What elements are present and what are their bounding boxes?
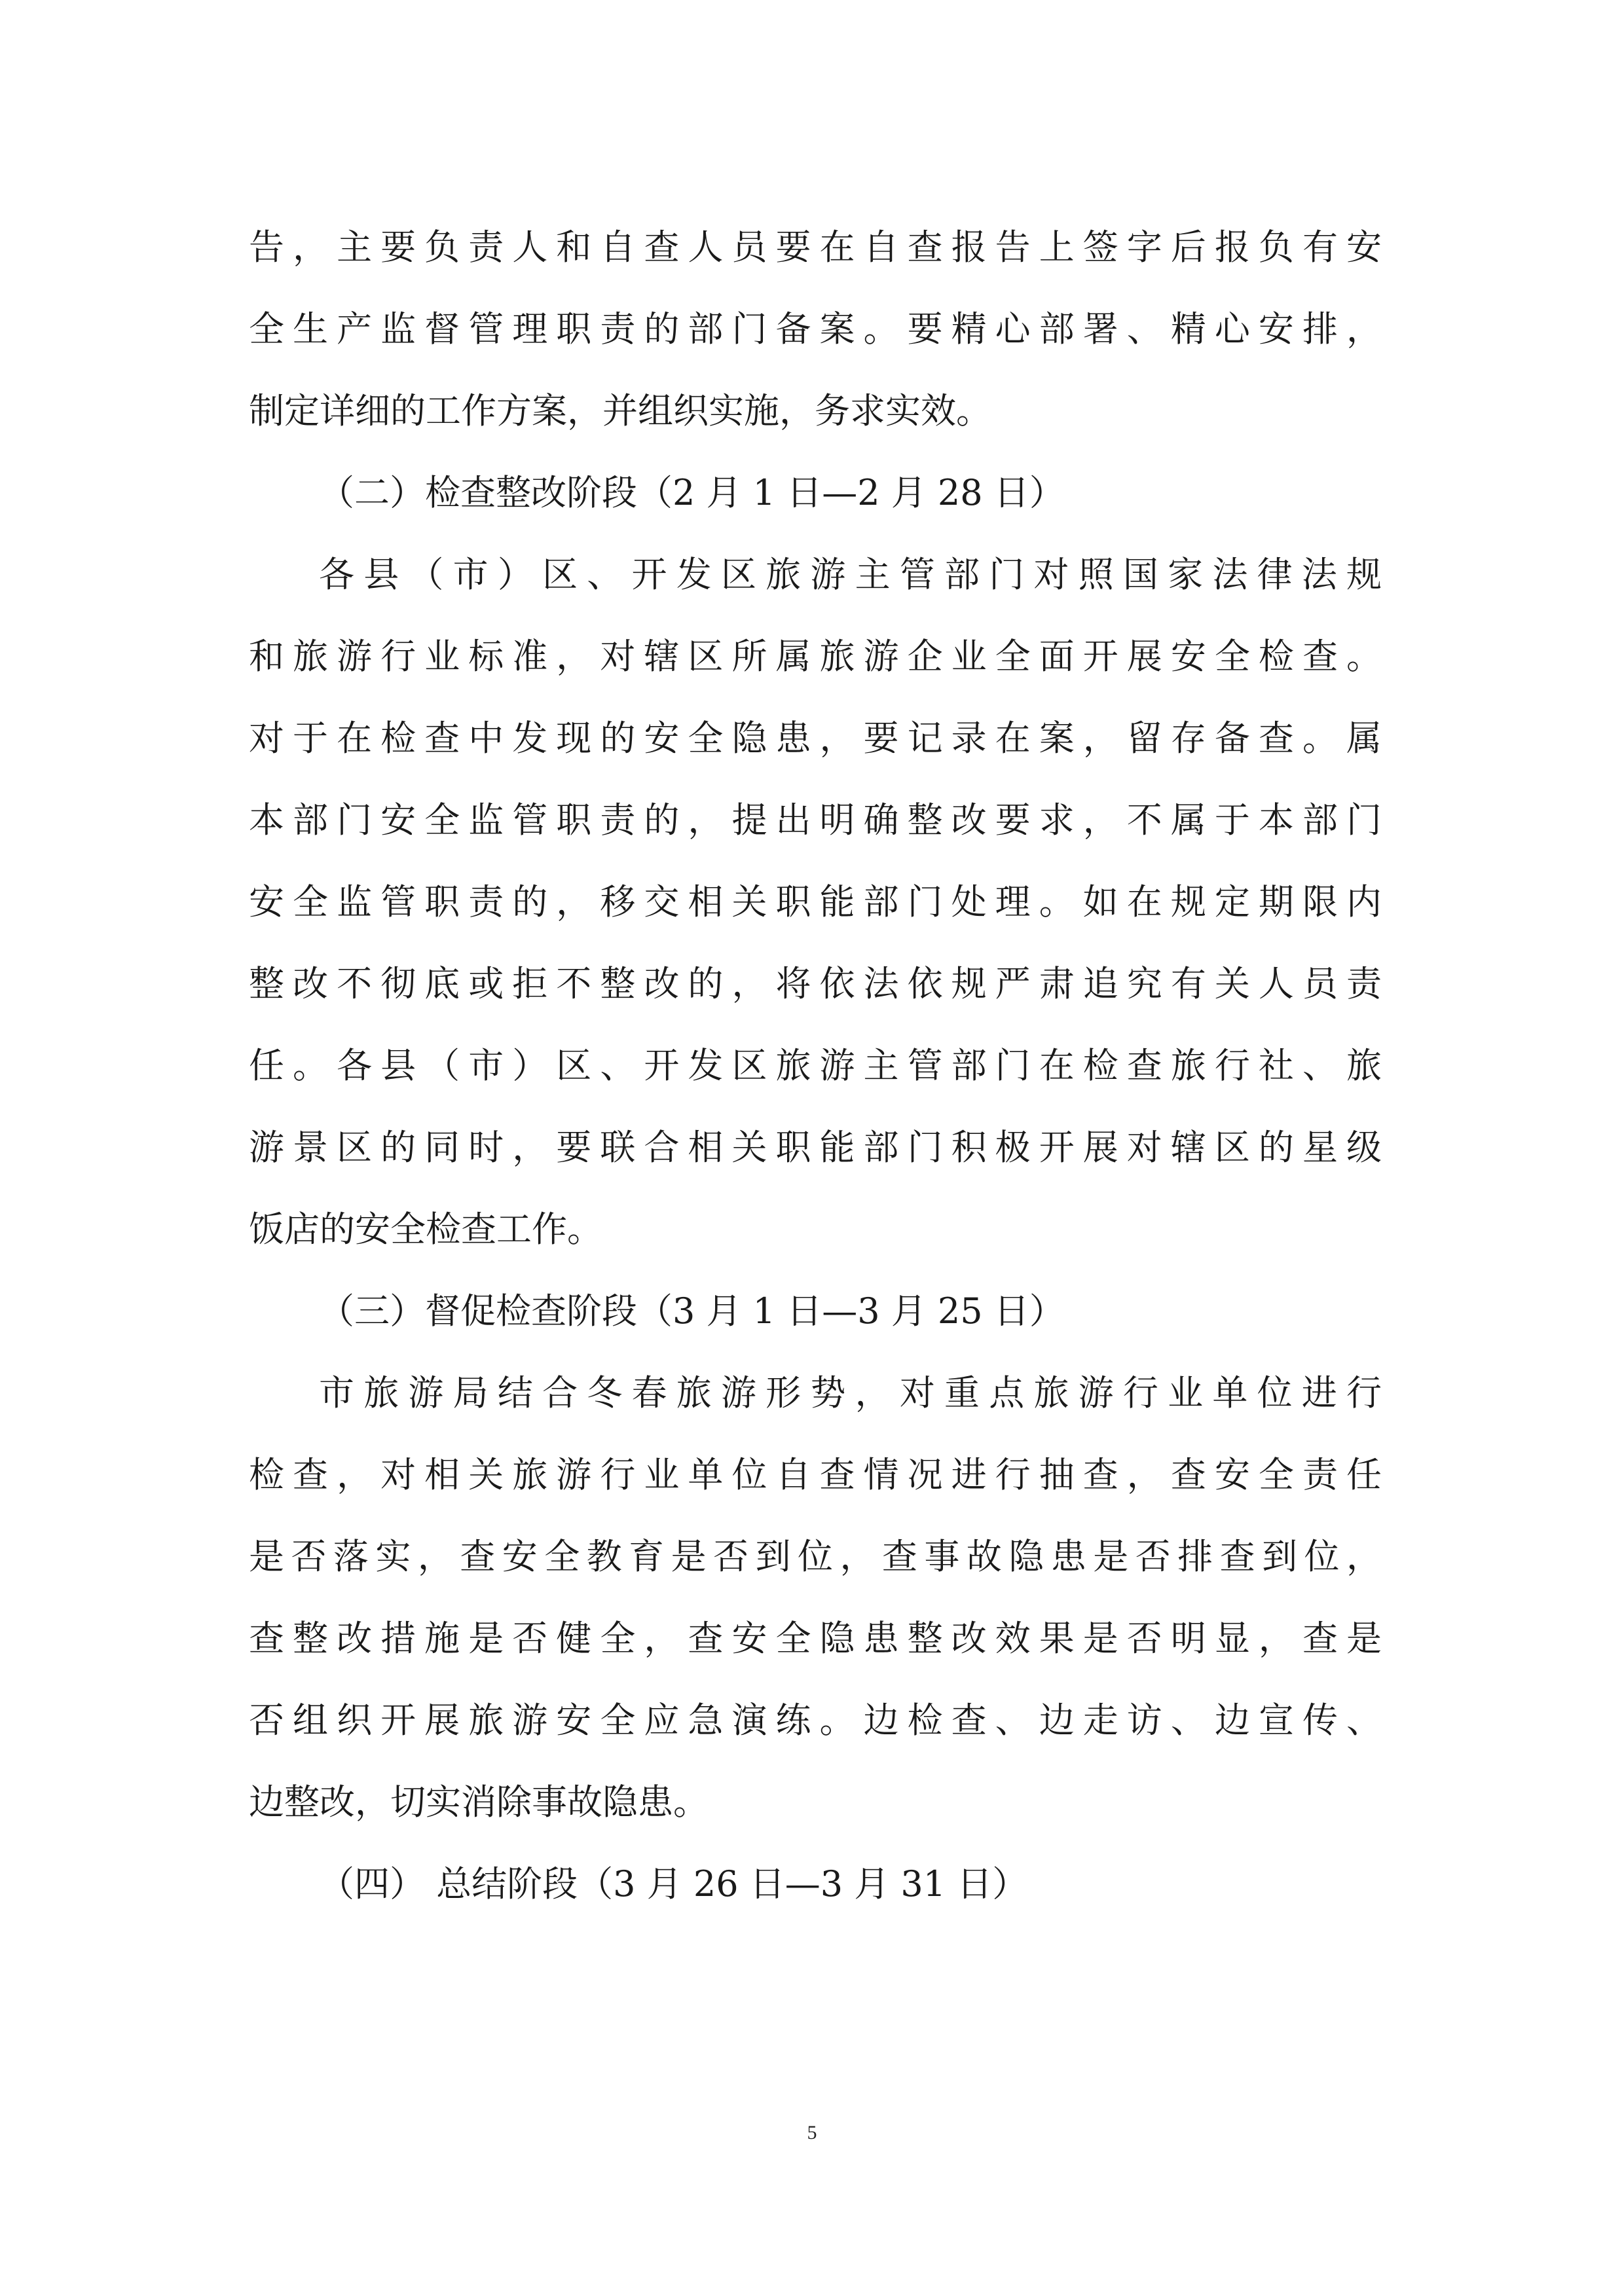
section-heading-summary: （四） 总结阶段（3 月 26 日—3 月 31 日） (319, 1863, 1028, 1904)
body-text-line: 检查，对相关旅游行业单位自查情况进行抽查，查安全责任 (249, 1454, 1382, 1495)
body-text-line: 全生产监督管理职责的部门备案。要精心部署、精心安排， (249, 308, 1382, 350)
body-text-line: 本部门安全监管职责的，提出明确整改要求，不属于本部门 (249, 799, 1382, 841)
body-text-line: 饭店的安全检查工作。 (249, 1209, 602, 1250)
body-text-line: 和旅游行业标准，对辖区所属旅游企业全面开展安全检查。 (249, 636, 1382, 677)
body-text-line: 否组织开展旅游安全应急演练。边检查、边走访、边宣传、 (249, 1700, 1382, 1741)
body-text-line: 市旅游局结合冬春旅游形势，对重点旅游行业单位进行 (319, 1372, 1382, 1413)
body-text-line: 告，主要负责人和自查人员要在自查报告上签字后报负有安 (249, 227, 1382, 268)
body-text-line: 整改不彻底或拒不整改的，将依法依规严肃追究有关人员责 (249, 963, 1382, 1004)
section-heading-supervision-inspection: （三）督促检查阶段（3 月 1 日—3 月 25 日） (319, 1290, 1065, 1332)
body-text-line: 任。各县（市）区、开发区旅游主管部门在检查旅行社、旅 (249, 1045, 1382, 1086)
body-text-line: 制定详细的工作方案，并组织实施，务求实效。 (249, 390, 991, 431)
body-text-line: 各县（市）区、开发区旅游主管部门对照国家法律法规 (319, 554, 1382, 595)
body-text-line: 安全监管职责的，移交相关职能部门处理。如在规定期限内 (249, 881, 1382, 922)
body-text-line: 是否落实，查安全教育是否到位，查事故隐患是否排查到位， (249, 1536, 1382, 1577)
section-heading-inspection-rectification: （二）检查整改阶段（2 月 1 日—2 月 28 日） (319, 472, 1065, 513)
body-text-line: 边整改，切实消除事故隐患。 (249, 1781, 709, 1823)
body-text-line: 对于在检查中发现的安全隐患，要记录在案，留存备查。属 (249, 718, 1382, 759)
body-text-line: 查整改措施是否健全，查安全隐患整改效果是否明显，查是 (249, 1618, 1382, 1659)
page-number: 5 (807, 2122, 817, 2143)
body-text-line: 游景区的同时，要联合相关职能部门积极开展对辖区的星级 (249, 1127, 1382, 1168)
